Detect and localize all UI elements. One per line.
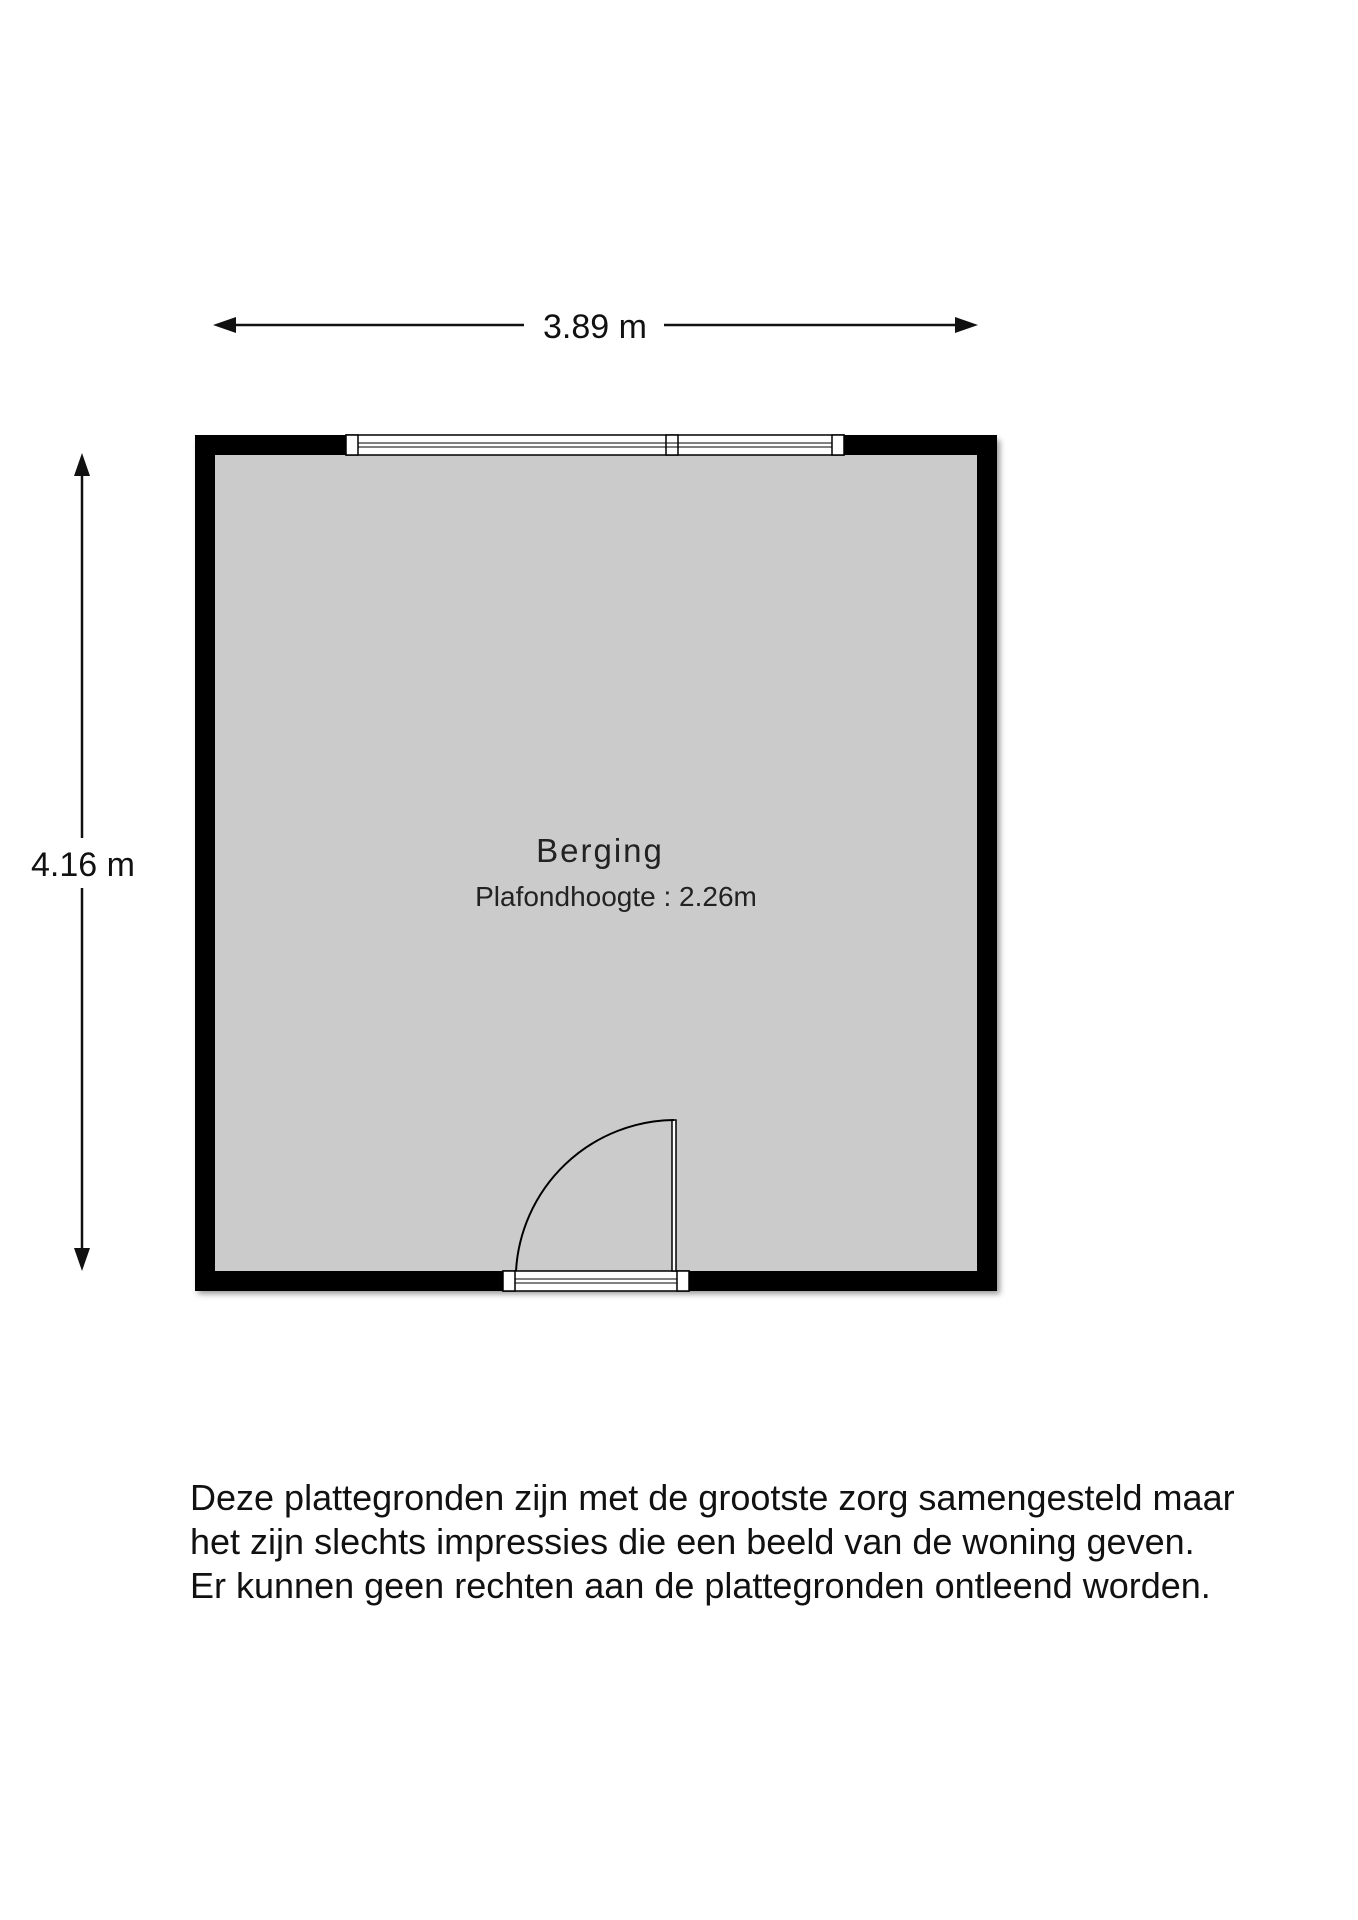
width-dimension [213, 308, 978, 346]
room-berging [195, 435, 1000, 1294]
height-dimension [31, 453, 135, 1271]
height-label: 4.16 m [31, 846, 135, 884]
disclaimer-line: het zijn slechts impressies die een beeld van de woning geven. [190, 1521, 1195, 1562]
window-jamb-left [346, 435, 358, 455]
door-jamb-right [677, 1271, 689, 1291]
window-jamb-right [832, 435, 844, 455]
ceiling-height: Plafondhoogte : 2.26m [475, 881, 757, 912]
disclaimer-line: Er kunnen geen rechten aan de plattegronden ontleend worden. [190, 1565, 1211, 1606]
window-mullion [666, 435, 678, 455]
door-opening [503, 1271, 689, 1291]
window-top [346, 435, 844, 455]
height-arrow-top [74, 453, 90, 476]
width-label: 3.89 m [543, 308, 647, 346]
disclaimer-line: Deze plattegronden zijn met de grootste zorg samengesteld maar [190, 1477, 1235, 1518]
room-name: Berging [536, 832, 664, 869]
width-arrow-right [955, 317, 978, 333]
door-leaf [672, 1120, 676, 1271]
window-frame [346, 435, 844, 455]
height-arrow-bottom [74, 1248, 90, 1271]
disclaimer [190, 1476, 1350, 1608]
width-arrow-left [213, 317, 236, 333]
door-jamb-left [503, 1271, 515, 1291]
